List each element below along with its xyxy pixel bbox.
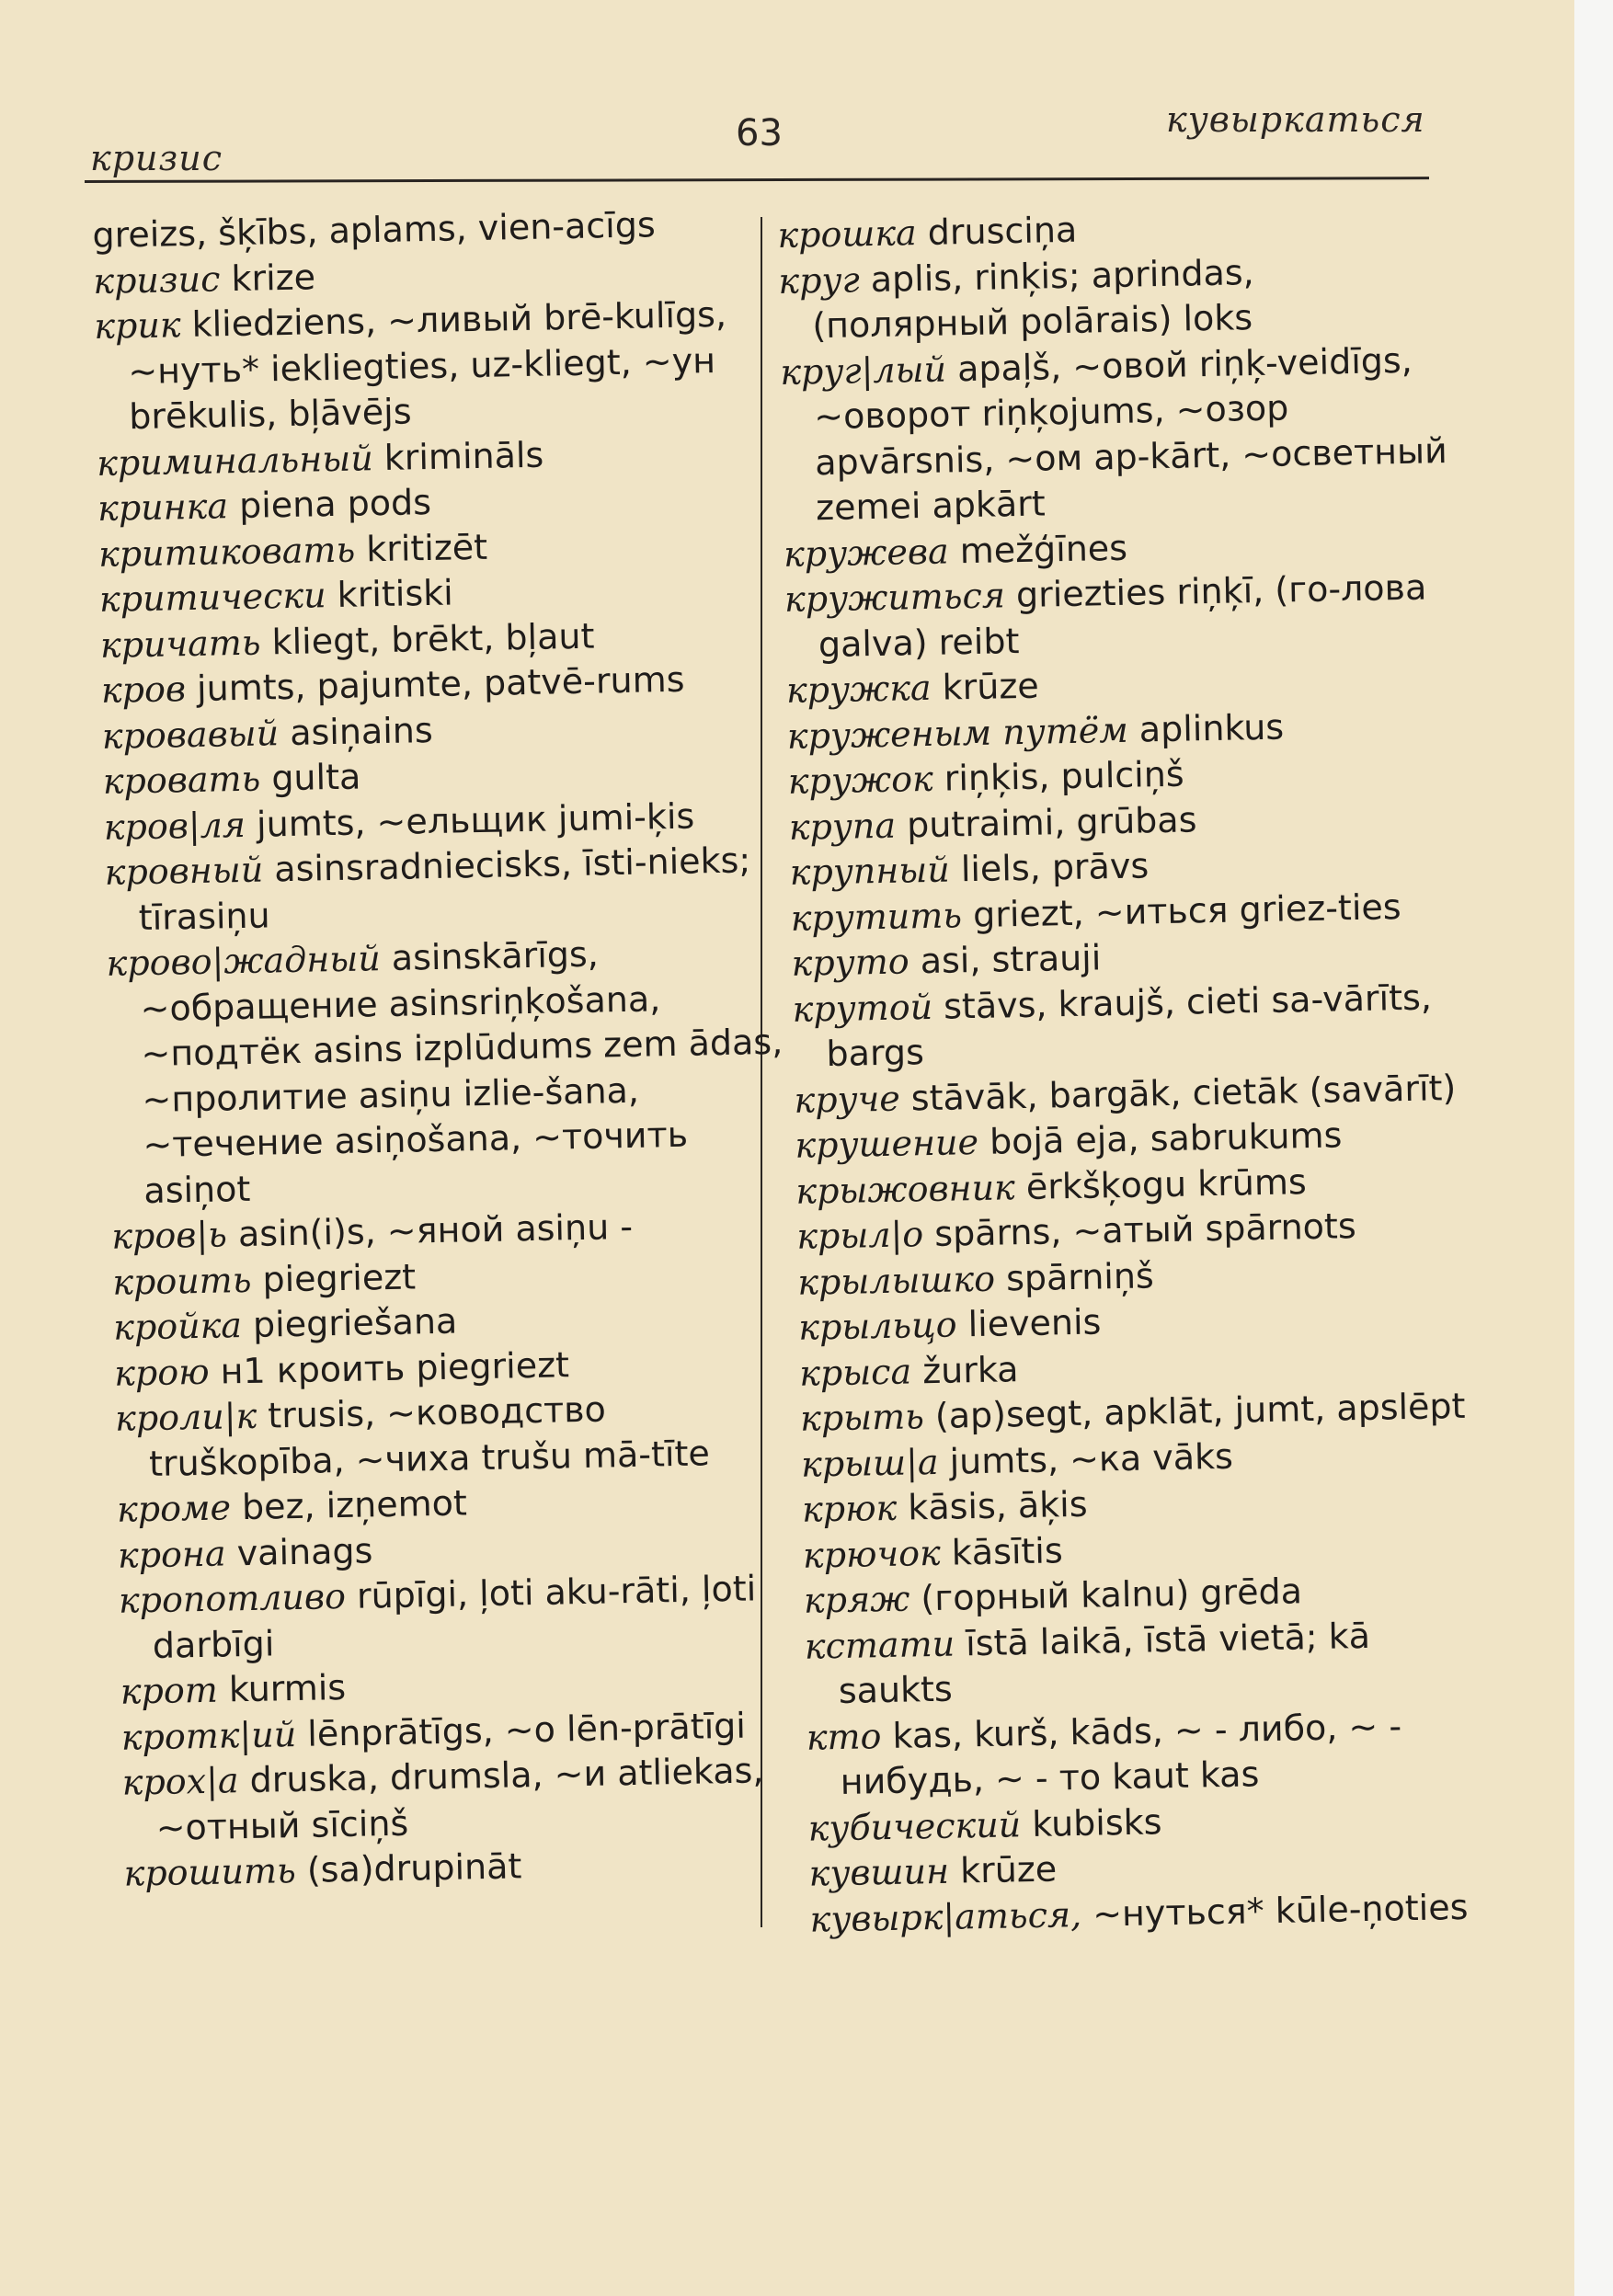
entry-translation: (sa)drupināt [306,1845,522,1890]
entry-headword: крово|жадный [106,938,382,984]
page-number: 63 [736,112,783,154]
entry-headword: крупный [789,849,951,893]
entry-headword: крыть [799,1396,925,1439]
entry-headword: крючок [802,1532,942,1576]
entry-headword: круто [791,941,910,984]
entry-translation: drusciņa [927,209,1078,253]
entry-translation: piegriezt [262,1255,417,1300]
entry-translation: krūze [959,1848,1058,1891]
entry-headword: кройка [112,1305,243,1348]
dictionary-entry [804,1611,1486,1715]
entry-translation: spārniņš [1005,1254,1155,1298]
entry-headword: кружиться [784,575,1006,620]
entry-translation: krūze [942,665,1040,708]
entry-translation: rūpīgi, ļoti aku-rāti, ļoti darbīgi [152,1568,757,1666]
entry-headword: крыльцо [797,1304,957,1348]
entry-translation: trusis, ~ководство truškopība, ~чиха trušu mā-tīte [148,1388,711,1484]
entry-headword: крот [120,1669,219,1712]
entry-translation: spārns, ~атый spārnots [933,1205,1357,1254]
entry-translation: greizs, šķībs, aplams, vien-acīgs [92,204,657,256]
entry-translation: asinsradniecisks, īsti-nieks; tīrasiņu [138,840,751,938]
entry-headword: критиковать [97,529,356,575]
entry-headword: кричать [99,622,261,666]
entry-translation: jumts, pajumte, patvē-rums [196,658,685,709]
entry-headword: кров|ь [110,1214,228,1257]
entry-headword: крою [113,1351,210,1394]
entry-translation: vainags [236,1529,373,1573]
entry-translation: asi, strauji [920,937,1102,982]
entry-translation: asinskārīgs, ~обращение asinsriņķošana, ~подтёк asins izplūdums zem ādas, ~пролитие asiņu izlie-šana, ~течение asiņošana, ~точить asiņot [140,933,784,1211]
entry-translation: druska, drumsla, ~и atliekas, ~отный sīciņš [155,1750,764,1848]
entry-headword: крутить [790,894,963,939]
entry-headword: кувырк|аться, [809,1893,1082,1940]
entry-translation: kritizēt [365,526,488,569]
left-column [92,200,805,1897]
dictionary-entry [778,246,1460,349]
entry-translation: kas, kurš, kāds, ~ - либо, ~ - нибудь, ~ - то kaut kas [840,1705,1402,1802]
entry-headword: кроить [111,1259,252,1303]
entry-translation: н1 кроить piegriezt [220,1343,570,1392]
entry-headword: круженым путём [786,709,1129,757]
entry-translation: kliedziens, ~ливый brē-kulīgs, ~нуть* iekliegties, uz-kliegt, ~ун brēkulis, bļāvējs [127,293,727,438]
entry-translation: kāsis, āķis [907,1483,1088,1528]
dictionary-entry [792,974,1474,1078]
entry-headword: крошка [777,212,918,256]
dictionary-entry [106,929,792,1215]
entry-translation: stāvāk, bargāk, cietāk (savārīt) [910,1067,1457,1118]
entry-headword: кряж [803,1578,910,1621]
entry-translation: aplis, rinķis; aprindas, (полярный polārais) loks [811,251,1255,347]
entry-headword: кров|ля [103,804,246,848]
entry-headword: крыса [798,1350,912,1394]
page-margin [1574,0,1613,2296]
entry-headword: кротк|ий [120,1713,297,1758]
entry-headword: кто [806,1715,882,1758]
entry-translation: asin(i)s, ~яной asiņu - [237,1205,634,1255]
dictionary-entry [784,565,1467,668]
entry-headword: круг|лый [779,348,947,393]
entry-translation: krize [231,256,316,299]
entry-headword: критически [98,575,327,620]
entry-translation: bojā eja, sabrukums [989,1114,1343,1162]
entry-headword: крыжовник [795,1166,1016,1212]
entry-headword: кувшин [808,1850,950,1894]
entry-translation: ērkšķogu krūms [1025,1160,1308,1207]
header-rule [85,177,1429,183]
entry-headword: крутой [792,986,933,1030]
dictionary-entry [119,1566,801,1670]
entry-headword: кровавый [101,712,280,757]
header-last-word: кувыркаться [1166,99,1425,140]
entry-headword: кружева [783,530,950,575]
entry-translation: kāsītis [951,1529,1064,1573]
entry-headword: кроме [116,1487,232,1530]
dictionary-entry [104,838,786,942]
entry-headword: круг [777,258,861,302]
entry-translation: lēnprātīgs, ~о lēn-prātīgi [306,1705,747,1754]
entry-translation: gulta [270,756,361,799]
entry-translation: krimināls [383,434,544,478]
dictionary-entry [806,1702,1488,1806]
running-header [0,99,1574,178]
entry-translation: kurmis [228,1666,347,1710]
entry-headword: крылышко [796,1258,996,1303]
entry-translation: jumts, ~ка vāks [949,1435,1234,1482]
entry-headword: круче [794,1078,901,1121]
entry-headword: кроли|к [114,1395,257,1439]
entry-headword: кстати [804,1623,955,1667]
right-column [777,200,1491,1943]
dictionary-entry [780,337,1464,531]
entry-translation: ~нуться* kūle-ņoties [1092,1886,1469,1935]
entry-translation: jumts, ~ельщик jumi-ķis [256,795,695,845]
entry-headword: крупа [788,805,897,848]
entry-headword: кровный [104,849,264,893]
entry-headword: кровать [102,758,261,802]
entry-headword: кринка [97,485,229,529]
entry-translation: piegriešana [252,1300,458,1345]
entry-translation: mežģīnes [959,527,1128,571]
entry-headword: крона [117,1532,227,1576]
entry-translation: putraimi, grūbas [906,798,1197,845]
header-first-word: кризис [90,138,223,178]
entry-headword: крыл|о [795,1214,924,1257]
entry-translation: aplinkus [1138,706,1285,750]
entry-translation: riņķis, pulciņš [944,753,1185,799]
entry-translation: griezt, ~иться griez-ties [972,885,1401,935]
entry-headword: крыш|а [800,1441,939,1485]
dictionary-entry [121,1747,804,1851]
entry-translation: bez, izņemot [241,1482,468,1528]
entry-headword: крик [93,304,181,347]
entry-translation: asiņains [289,709,434,753]
entry-translation: īstā laikā, īstā vietā; kā saukts [838,1615,1371,1712]
entry-headword: кружка [785,667,932,711]
dictionary-entry [94,291,777,441]
entry-headword: крошить [123,1850,297,1894]
entry-headword: кружок [787,758,934,802]
entry-headword: крох|а [121,1760,239,1803]
entry-translation: lievenis [967,1301,1102,1345]
entry-headword: кропотливо [118,1575,347,1621]
entry-headword: крушение [795,1121,979,1166]
entry-translation: stāvs, kraujš, cieti sa-vārīts, bargs [826,976,1433,1075]
entry-translation: kritiski [337,572,454,615]
entry-headword: кубический [807,1803,1022,1849]
entry-translation: piena pods [238,481,432,526]
entry-translation: (горный kalnu) grēda [920,1571,1303,1619]
entry-headword: кров [100,668,187,711]
entry-translation: (ap)segt, apklāt, jumt, apslēpt [934,1385,1466,1436]
dictionary-entry [115,1384,797,1488]
entry-translation: liels, prāvs [960,845,1150,890]
entry-translation: kliegt, brēkt, bļaut [271,615,595,662]
entry-translation: žurka [921,1348,1019,1391]
entry-headword: криминальный [96,437,374,484]
entry-headword: крюк [801,1487,898,1530]
entry-translation: apaļš, ~овой riņķ-veidīgs, ~оворот riņķojums, ~озор apvārsnis, ~ом ap-kārt, ~осветный zemei apkārt [813,339,1448,529]
entry-translation: kubisks [1031,1800,1162,1845]
entry-headword: кризис [92,257,221,302]
entry-translation: griezties riņķī, (го-лова galva) reibt [818,566,1427,665]
